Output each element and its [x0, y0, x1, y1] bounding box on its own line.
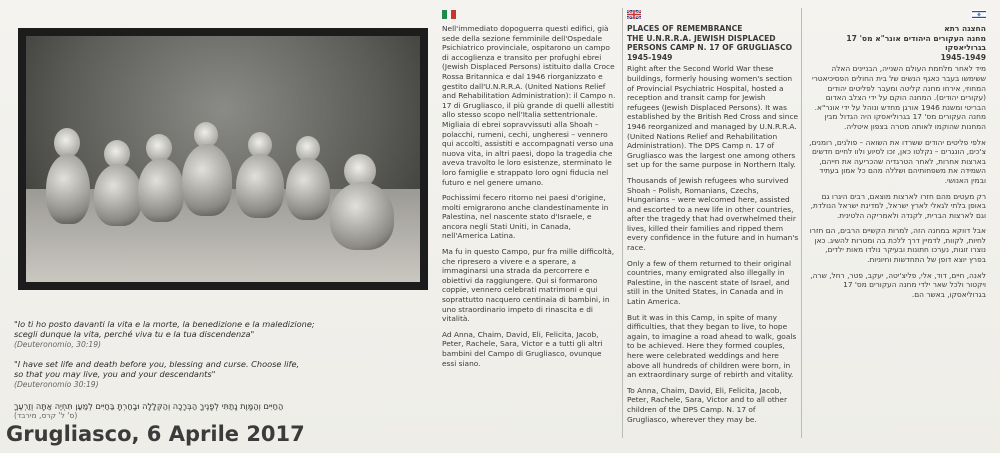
photo-children-group — [26, 36, 420, 282]
footer-place-date: Grugliasco, 6 Aprile 2017 — [6, 422, 305, 446]
hebrew-paragraph: רק מעטים מהם חזרו לארצות מוצאם, רבים היגרו גם באופן בלתי לגאלי לארץ ישראל, למדינת ישראל הנולדת, וגם לארצות הברית, לקנדה ולאמריקה הלטינית. — [810, 191, 986, 220]
column-divider — [622, 8, 623, 438]
child-figure — [46, 154, 90, 224]
israel-flag-icon — [972, 10, 986, 19]
child-figure — [330, 182, 394, 250]
english-paragraph: Only a few of them returned to their original countries, many emigrated also illegally in Palestine, in the nascent state of Israel, and still in the United States, in Canada and in Latin America. — [627, 258, 791, 307]
child-figure — [286, 158, 330, 220]
italian-paragraph: Ad Anna, Chaim, David, Eli, Felicita, Jacob, Peter, Rachele, Sara, Victor e a tutti gli altri bambini del Campo di Grugliasco, ovunque essi siano. — [442, 329, 603, 368]
child-figure — [94, 164, 142, 226]
italian-paragraph: Ma fu in questo Campo, pur fra mille difficoltà, che ripresero a vivere e a sperare, a immaginarsi una strada da percorrere e obiettivi da raggiungere. Qui si formarono coppie, vennero celebrati matrimoni e qui soprattutto nacquero centinaia di bambini, in uno straordinario impeto di rinascita e di vitalità. — [442, 247, 615, 324]
child-figure — [138, 158, 184, 222]
quote-english-ref: (Deuteronomio 30:19) — [14, 379, 99, 389]
quote-italian-ref: (Deuteronomio, 30:19) — [14, 339, 101, 349]
quote-italian-text: "Io ti ho posto davanti la vita e la morte, la benedizione e la maledizione; scegli dunque la vita, perché viva tu e la tua discendenza" — [14, 318, 315, 340]
hebrew-paragraph: מיד לאחר מלחמת העולם השנייה, הבניינים האלה ששימשו בעבר כאגף הנשים של בית החולים הפסיכיאטרי המחוזי, אירחו מחנה קליטה ומעבר לפליטים יהודים (עקורים יהודים). המחנה הוקם על ידי הצלב האדום הבריטי ומשנת 1946 אורגן מחדש ונוהל על ידי אונר"א. מחנה העקורים מס' 17 בגרוליאסקו היה הגדול מבין המחנות שהוקמו לאותה מטרה בצפון איטליה. — [811, 64, 986, 131]
historical-photo — [18, 28, 428, 290]
column-divider — [801, 8, 802, 438]
hebrew-column — [806, 10, 986, 305]
quote-hebrew-text: הַחַיִּים וְהַמָּוֶת נָתַתִּי לְפָנֶיךָ הַבְּרָכָה וְהַקְּלָלָה וּבָחַרְתָּ בַּחַיִּים לְמַעַן תִּחְיֶה אַתָּה וְזַרְעֶךָ — [14, 400, 284, 411]
italian-paragraph: Nell'immediato dopoguerra questi edifici, già sede della sezione femminile dell'Ospedale Psichiatrico provinciale, ospitarono un campo di accoglienza e transito per profughi ebrei (Jewish Displaced Persons) istituito dalla Croce Rossa Britannica e dal 1946 riorganizzato e gestito dall'U.N.R.R.A. (United Nations Relief and Rehabilitation Administration): il Campo n. 17 di Grugliasco, il più grande di quelli allestiti allo stesso scopo nell'Italia settentrionale. Migliaia di ebrei sopravvissuti alla Shoah – polacchi, rumeni, cechi, ungheresi – vennero qui accolti, assistiti e accompagnati verso una nuova vita, in altri paesi, dopo la tragedia che aveva travolto le loro esistenze, sterminato le loro famiglie e strappato loro ogni fiducia nel futuro e nel genere umano. — [442, 24, 616, 187]
english-paragraph: But it was in this Camp, in spite of many difficulties, that they began to live, to hope again, to imagine a road ahead to walk, goals to be achieved. Here they formed couples, here were celebrated weddings and here above all hundreds of children were born, in an extraordinary surge of rebirth and vitality. — [627, 312, 797, 380]
english-heading: PLACES OF REMEMBRANCE THE U.N.R.R.A. JEWISH DISPLACED PERSONS CAMP N. 17 OF GRUGLIASCO 1945-1949 — [627, 24, 793, 62]
hebrew-paragraph: אלפי פליטים יהודים ששרדו את השואה – פולנים, רומנים, צ'כים, הונגרים – נקלטו כאן, זכו לסיוע ולוו לחיים חדשים בארצות אחרות, לאחר הטרגדיה שהכריעה את חייהם, השמידה את משפחותיהם ושללה מהם כל אמון בעתיד ובמין האנושי. — [809, 137, 986, 185]
english-paragraph: Right after the Second World War these buildings, formerly housing women's section of Provincial Psychiatric Hospital, hosted a reception and transit camp for Jewish refugees (Jewish Displaced Persons). It was established by the British Red Cross and since 1946 reorganized and managed by U.N.R.R.A. (United Nations Relief and Rehabilitation Administration). The DPS Camp n. 17 of Grugliasco was the largest one among others set up for the same purpose in Northern Italy. — [627, 64, 799, 170]
italy-flag-icon — [442, 10, 456, 19]
child-figure — [236, 154, 284, 218]
uk-flag-icon — [627, 10, 641, 19]
child-figure — [182, 144, 232, 216]
quote-hebrew-ref: (ס' ל' קרס, מירבד) — [14, 411, 78, 421]
english-paragraph: Thousands of Jewish refugees who survived Shoah – Polish, Romanians, Czechs, Hungarians – were welcomed here, assisted and escorted to a new life in other countries, after the tragedy that had overwhelmed their lives, killed their families and ripped them every confidence in the future and in human's race. — [627, 175, 799, 253]
quote-english-text: "I have set life and death before you, blessing and curse. Choose life, so that you may live, you and your descendants" — [14, 358, 300, 380]
english-paragraph: To Anna, Chaim, David, Eli, Felicita, Jacob, Peter, Rachele, Sara, Victor and to all other children of the DPS Camp. N. 17 of Grugliasco, wherever they may be. — [627, 385, 788, 424]
hebrew-paragraph: לאנה, חיים, דוד, אלי, פליצ'יטה, יעקב, פטר, רחל, שרה, ויקטור ולכל שאר ילדי מחנה העקורים מס' 17 בגרוליאסקו, באשר הם. — [810, 270, 986, 299]
hebrew-heading: החצגה רתא מחנה העקורים היהודים אונר"א מס' 17 בגרוליאסקו 1945-1949 — [846, 24, 986, 62]
italian-column — [442, 10, 618, 374]
english-column — [627, 10, 799, 430]
hebrew-paragraph: אבל דווקא במחנה הזה, למרות הקשיים הרבים, הם חזרו לחיות, לקוות, לדמיין דרך ללכת בה ומטרות להשיג. כאן נוצרו זוגות, נערכו חתונות ובעיקר נולדו מאות ילדים, בפרץ יוצא דופן של התחדשות וחיוניות. — [809, 226, 986, 265]
italian-paragraph: Pochissimi fecero ritorno nei paesi d'origine, molti emigrarono anche clandestinamente in Palestina, nel nascente stato d'Israele, e ancora negli Stati Uniti, in Canada, nell'America Latina. — [442, 193, 609, 241]
